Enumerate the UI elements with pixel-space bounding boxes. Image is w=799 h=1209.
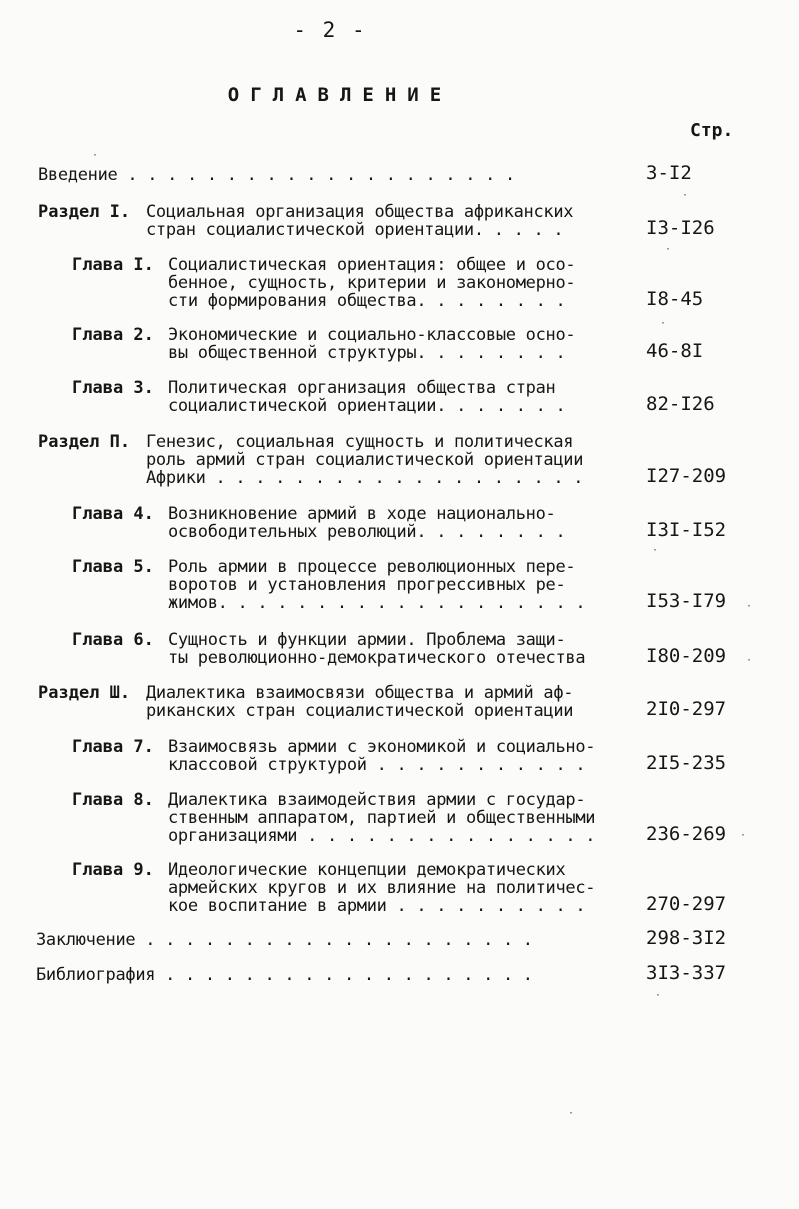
toc-entry-line: сти формирования общества. . . . . . . . [168,291,566,311]
page-title: ОГЛАВЛЕНИЕ [227,84,453,106]
toc-entry-page: I3-I26 [646,217,715,239]
toc-entry-line: Возникновение армий в ходе национально- [168,504,556,524]
toc-entry-page: I53-I79 [646,590,727,612]
toc-entry-page: I80-209 [646,645,727,667]
scan-speck: · [568,1108,575,1119]
toc-entry-page: 236-269 [646,823,727,845]
toc-entry-label: Глава 6. [72,630,154,650]
toc-entry-line: Введение . . . . . . . . . . . . . . . . . . . . [38,165,515,185]
toc-entry-line: ты революционно-демократического отечества [168,648,586,668]
toc-entry-page: 270-297 [646,893,727,915]
toc-entry-line: Африки . . . . . . . . . . . . . . . . . . . [146,468,584,488]
toc-entry-label: Раздел I. [38,202,131,222]
toc-entry-page: I8-45 [646,288,704,310]
toc-entry-label: Раздел П. [38,432,131,452]
scan-speck: · [92,150,99,161]
toc-entry-line: Идеологические концепции демократических [168,860,566,880]
page-column-label: Стр. [690,120,734,141]
toc-entry-line: Диалектика взаимодействия армии с государ- [168,790,586,810]
toc-entry-page: I3I-I52 [646,519,727,541]
toc-entry-line: кое воспитание в армии . . . . . . . . . . [168,896,586,916]
toc-entry-line: классовой структурой . . . . . . . . . . . [168,755,586,775]
toc-entry-line: Библиография . . . . . . . . . . . . . . . . . . . [36,965,533,985]
toc-entry-label: Глава 3. [72,378,154,398]
toc-entry-line: стран социалистической ориентации. . . . . [146,220,564,240]
toc-entry-line: воротов и установления прогрессивных ре- [168,575,566,595]
scan-speck: · [740,830,747,841]
toc-entry-page: 3I3-337 [646,962,727,984]
toc-entry-line: армейских кругов и их влияние на политичес- [168,878,596,898]
toc-entry-line: Социальная организация общества африканских [146,202,574,222]
toc-entry-line: ственным аппаратом, партией и общественными [168,808,596,828]
scan-speck: · [660,318,667,329]
scan-speck: · [746,655,753,666]
toc-entry-page: 46-8I [646,340,704,362]
toc-entry-page: 3-I2 [646,162,692,184]
toc-entry-line: Генезис, социальная сущность и политическая [146,432,574,452]
toc-entry-label: Раздел Ш. [38,683,131,703]
toc-entry-line: Заключение . . . . . . . . . . . . . . . . . . . . [36,930,533,950]
toc-entry-line: социалистической ориентации. . . . . . . [168,396,566,416]
toc-entry-label: Глава 4. [72,504,154,524]
toc-entry-line: бенное, сущность, критерии и закономерно- [168,273,576,293]
scan-speck: · [655,990,662,1001]
toc-entry-line: роль армий стран социалистической ориентации [146,450,584,470]
toc-entry-line: освободительных революций. . . . . . . . [168,522,566,542]
toc-entry-page: 298-3I2 [646,927,727,949]
toc-entry-page: 2I5-235 [646,752,727,774]
scan-speck: · [682,190,689,201]
toc-entry-line: Политическая организация общества стран [168,378,556,398]
toc-entry-line: Сущность и функции армии. Проблема защи- [168,630,566,650]
toc-entry-line: Роль армии в процессе революционных пере- [168,557,576,577]
toc-entry-line: организациями . . . . . . . . . . . . . . . [168,826,596,846]
toc-entry-page: I27-209 [646,465,727,487]
toc-entry-label: Глава 7. [72,737,154,757]
page-number: - 2 - [293,18,367,42]
toc-entry-label: Глава I. [72,255,154,275]
toc-entry-label: Глава 5. [72,557,154,577]
toc-entry-page: 82-I26 [646,393,715,415]
toc-entry-line: вы общественной структуры. . . . . . . . [168,343,566,363]
scan-speck: · [746,601,753,612]
toc-entry-line: Социалистическая ориентация: общее и осо- [168,255,576,275]
scan-speck: · [652,545,659,556]
toc-entry-line: Экономические и социально-классовые осно- [168,325,576,345]
toc-entry-line: Диалектика взаимосвязи общества и армий аф- [146,683,574,703]
toc-entry-label: Глава 8. [72,790,154,810]
scan-speck: · [665,244,672,255]
toc-entry-label: Глава 2. [72,325,154,345]
toc-entry-line: Взаимосвязь армии с экономикой и социально- [168,737,596,757]
toc-entry-line: жимов. . . . . . . . . . . . . . . . . . . [168,593,586,613]
toc-entry-label: Глава 9. [72,860,154,880]
toc-entry-line: риканских стран социалистической ориентации [146,701,574,721]
toc-entry-page: 2I0-297 [646,698,727,720]
